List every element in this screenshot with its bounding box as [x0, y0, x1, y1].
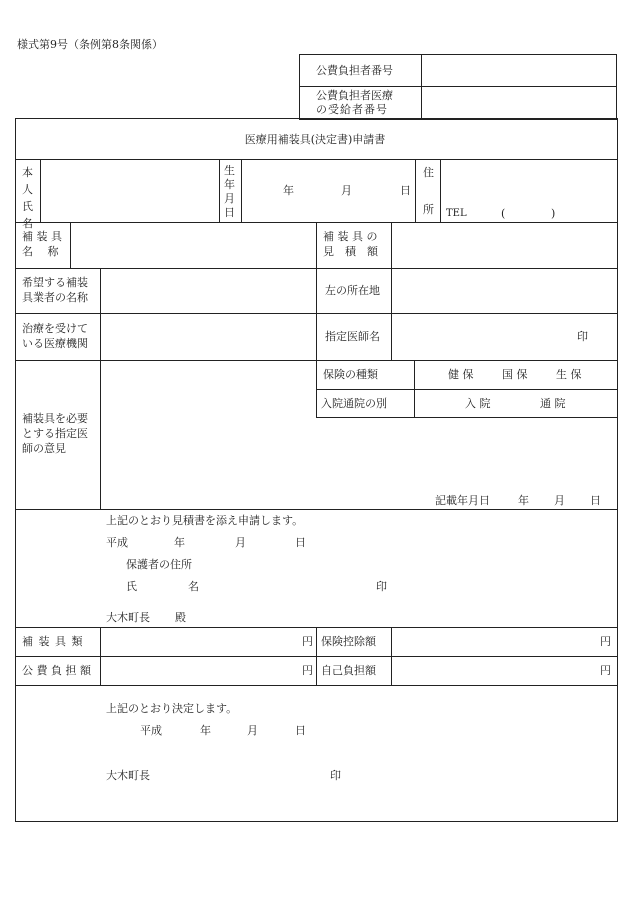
- record-month-label: 月: [554, 494, 565, 507]
- name-label: 本 人 氏 名: [22, 166, 33, 230]
- opinion-label-1: 補装具を必要: [22, 412, 88, 425]
- self-burden-yen: 円: [600, 664, 611, 677]
- record-year-label: 年: [518, 494, 529, 507]
- device-type-amount-field[interactable]: [102, 629, 302, 655]
- decision-seal: 印: [330, 769, 341, 782]
- birth-year-label: 年: [283, 184, 294, 197]
- vendor-location-field[interactable]: [393, 270, 616, 312]
- divider: [316, 389, 618, 390]
- tel-paren-close: ): [551, 207, 556, 220]
- divider: [391, 222, 392, 360]
- public-burden-label: 公 費 負 担 額: [22, 664, 91, 677]
- divider: [100, 627, 101, 685]
- guardian-name-label-2: 名: [188, 580, 199, 593]
- divider: [241, 159, 242, 222]
- recipient-number-label-2: の受給者番号: [316, 103, 388, 116]
- admission-option-inpatient[interactable]: 入 院: [465, 397, 491, 410]
- opinion-label-2: とする指定医: [22, 427, 88, 440]
- opinion-label-3: 師の意見: [22, 442, 66, 455]
- decision-era: 平成: [140, 724, 162, 737]
- vendor-label-2: 具業者の名称: [22, 291, 88, 304]
- guardian-address-label: 保護者の住所: [126, 558, 192, 571]
- application-year: 年: [174, 536, 185, 549]
- record-date-label: 記載年月日: [435, 494, 490, 507]
- insurance-type-label: 保険の種類: [323, 368, 378, 381]
- estimate-label-2: 見 積 額: [323, 245, 378, 258]
- estimate-field[interactable]: [393, 224, 616, 267]
- institution-field[interactable]: [102, 315, 315, 359]
- insurance-deduction-field[interactable]: [393, 629, 598, 655]
- divider: [70, 222, 71, 268]
- opinion-field[interactable]: [102, 362, 315, 508]
- birthdate-label: 生 年 月 日: [224, 164, 235, 219]
- divider: [391, 627, 392, 685]
- address-field[interactable]: [442, 161, 616, 203]
- guardian-seal: 印: [376, 580, 387, 593]
- payer-number-label: 公費負担者番号: [316, 64, 393, 77]
- vendor-field[interactable]: [102, 270, 315, 312]
- vendor-label-1: 希望する補装: [22, 276, 88, 289]
- device-type-label: 補 装 具 類: [22, 635, 84, 648]
- birth-day-label: 日: [400, 184, 411, 197]
- divider: [415, 159, 416, 222]
- decision-day: 日: [295, 724, 306, 737]
- form-title: 医療用補装具(決定書)申請書: [244, 133, 386, 146]
- application-day: 日: [295, 536, 306, 549]
- divider: [15, 159, 618, 160]
- device-name-label-1: 補 装 具: [22, 230, 62, 243]
- insurance-deduction-yen: 円: [600, 635, 611, 648]
- insurance-option-kenpo[interactable]: 健 保: [448, 368, 474, 381]
- institution-label-2: いる医療機関: [22, 337, 88, 350]
- admission-option-outpatient[interactable]: 通 院: [540, 397, 566, 410]
- divider: [299, 86, 617, 87]
- divider: [316, 222, 317, 417]
- divider: [15, 685, 618, 686]
- divider: [421, 54, 422, 120]
- divider: [40, 159, 41, 222]
- public-burden-field[interactable]: [102, 658, 302, 684]
- decision-statement: 上記のとおり決定します。: [106, 702, 238, 715]
- application-month: 月: [235, 536, 246, 549]
- divider: [15, 509, 618, 510]
- tel-paren-open: (: [501, 207, 506, 220]
- admission-type-label: 入院通院の別: [321, 397, 387, 410]
- device-name-label-2: 名 称: [22, 245, 59, 258]
- address-label-1: 住: [423, 166, 434, 179]
- application-addressee: 大木町長: [106, 611, 150, 624]
- vendor-location-label: 左の所在地: [325, 284, 380, 297]
- doctor-name-label: 指定医師名: [325, 330, 380, 343]
- self-burden-label: 自己負担額: [321, 664, 376, 677]
- decision-year: 年: [200, 724, 211, 737]
- birth-month-label: 月: [341, 184, 352, 197]
- application-statement: 上記のとおり見積書を添え申請します。: [106, 514, 304, 527]
- insurance-deduction-label: 保険控除額: [321, 635, 376, 648]
- record-day-label: 日: [590, 494, 601, 507]
- guardian-name-label-1: 氏: [126, 580, 137, 593]
- recipient-number-field[interactable]: [423, 88, 615, 118]
- public-burden-yen: 円: [302, 664, 313, 677]
- divider: [414, 360, 415, 417]
- divider: [316, 627, 317, 685]
- name-field[interactable]: [42, 161, 218, 221]
- doctor-seal: 印: [577, 330, 588, 343]
- divider: [100, 268, 101, 509]
- payer-number-field[interactable]: [423, 56, 615, 85]
- application-era: 平成: [106, 536, 128, 549]
- form-id: 様式第9号（条例第8条関係）: [17, 38, 163, 51]
- recipient-number-label-1: 公費負担者医療: [316, 89, 393, 102]
- divider: [219, 159, 220, 222]
- estimate-label-1: 補 装 具 の: [323, 230, 378, 243]
- tel-label: TEL: [446, 208, 467, 219]
- address-label-2: 所: [423, 203, 434, 216]
- decision-mayor: 大木町長: [106, 769, 150, 782]
- institution-label-1: 治療を受けて: [22, 322, 88, 335]
- device-name-field[interactable]: [72, 224, 315, 267]
- divider: [440, 159, 441, 222]
- self-burden-field[interactable]: [393, 658, 598, 684]
- decision-month: 月: [247, 724, 258, 737]
- divider: [316, 417, 618, 418]
- device-type-yen: 円: [302, 635, 313, 648]
- application-honorific: 殿: [175, 611, 186, 624]
- insurance-option-seiho[interactable]: 生 保: [556, 368, 582, 381]
- insurance-option-kokuho[interactable]: 国 保: [502, 368, 528, 381]
